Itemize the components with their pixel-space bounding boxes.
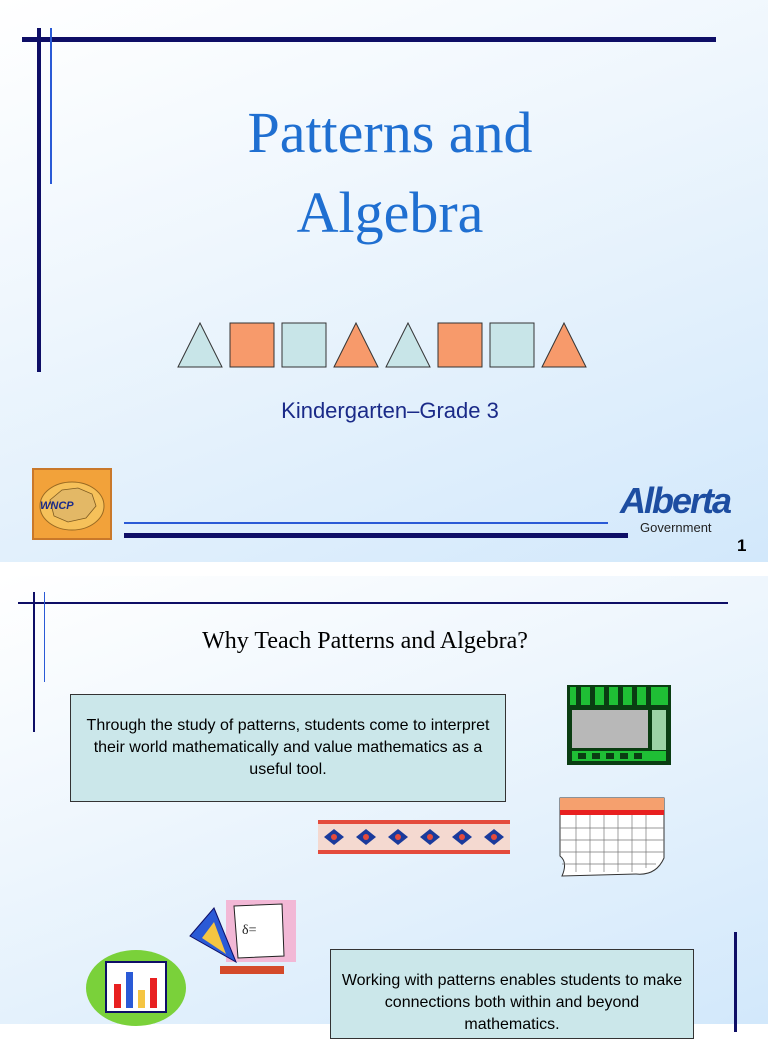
page-number: 1 [737,536,747,555]
alberta-government-logo [618,480,738,538]
pattern-square [282,323,326,367]
geometry-tools-clipart [184,896,300,982]
pattern-square [490,323,534,367]
text-box-study-patterns: Through the study of patterns, students come to interpret their world mathematically and value mathematics as a useful tool. [70,694,506,802]
svg-text:δ=: δ= [242,923,257,938]
right-rule [734,932,737,1032]
wncp-logo [32,468,112,540]
pattern-triangle [178,323,222,367]
slide-title-line2: Algebra [296,180,484,245]
bottom-rule-thin [124,522,608,524]
text-box-connections: Working with patterns enables students to make connections both within and beyond mathematics. [330,949,694,1039]
pattern-square [230,323,274,367]
alberta-logo-sub: Government [640,520,712,535]
slide-title-line1: Patterns and [247,100,533,165]
bottom-rule-thick [124,533,628,538]
wncp-logo-text: WNCP [40,500,74,512]
pattern-triangle [386,323,430,367]
left-rule-thick [33,592,35,732]
pattern-square [438,323,482,367]
alberta-logo-word: Alberta [620,480,731,521]
chart-easel-clipart [84,948,190,1024]
pattern-shapes [176,320,596,370]
slide-title: Why Teach Patterns and Algebra? [202,628,528,654]
content-slide [0,576,768,1033]
top-rule [22,37,716,42]
pattern-triangle [542,323,586,367]
pattern-triangle [334,323,378,367]
storefront-clipart [566,684,672,766]
slide-subtitle: Kindergarten–Grade 3 [281,398,499,423]
pattern-strip-clipart [318,820,510,854]
top-rule [18,602,728,604]
calendar-clipart [556,796,668,878]
